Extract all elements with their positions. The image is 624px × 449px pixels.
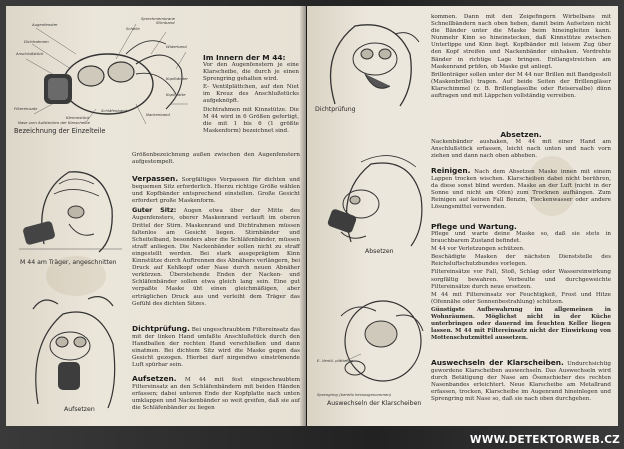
watermark: WWW.DETEKTORWEB.CZ xyxy=(469,434,620,446)
paragraph: Pflege und warte deine Maske so, daß sie stets in brauchbarem Zustand befindet. xyxy=(431,231,611,245)
lens-change-illustration xyxy=(321,286,433,398)
right-top-text xyxy=(431,14,611,101)
fig-caption-auswechseln: Auswechseln der Klarscheiben xyxy=(327,400,422,407)
putting-on-illustration xyxy=(18,284,126,412)
pflege-section xyxy=(431,222,611,343)
right-page xyxy=(307,6,618,426)
part-label: Stirnband xyxy=(156,20,175,25)
paragraph: kommen. Dann mit den Zeigefingern Wirbelbans mit Schnellbändern nach oben heben, damit beim Aufsetzen nicht die Bänder unter die Maske beim hineingleiten kann. Nunmehr Kinn so hineinstecken, daß Kinnstütze zwischen Unterlippe und Kinn liegt. Kopfbänder mit leisem Zug über den Kopf streifen und Nackenbänder einhaken. Verdrehte Bänder in richtige Lage bringen. Entlangstreichen am Maskenrand prüfen, ob Maske gut anliegt. xyxy=(431,14,611,70)
section-heading: Verpassen. xyxy=(132,174,179,183)
paragraph: Sorgfältiges Verpassen für dichten und bequemen Sitz erforderlich. Hierzu richtige Größe wählen und Kopfbänder entsprechend einstellen. Große Gesicht erfordert große Maskenform. xyxy=(132,177,300,205)
auswechseln-section xyxy=(431,358,611,405)
paragraph: Filtereinsätze vor Fall, Stoß, Schlag oder Wassereinwirkung sorgfältig bewahren. Verbeulte und durchgeweichte Filtereinsätze durch neue ersetzen. xyxy=(431,269,611,290)
paragraph: M 44 mit Filtereinsatz vor Feuchtigkeit, Frost und Hitze (Ofennähe oder Sonnenbestrahlung) schützen. xyxy=(431,291,611,305)
fig-caption-dichtpruefung: Dichtprüfung xyxy=(315,106,356,113)
taking-off-illustration xyxy=(321,142,433,250)
paragraph: Brillenträger sollen unter der M 44 nur Brillen mit Bandgestell (Maskenbrille) tragen. Auf beide Seiten der Brillengläser Klarschimmel (z. B. Brillenglasolbe oder Reisersalbe) dünn auftragen und mit Läppchen vollständig verreiben. xyxy=(431,71,611,100)
mask-wearer-illustration xyxy=(14,154,126,258)
fig-caption-wearer: M 44 am Träger, angeschnitten xyxy=(20,259,117,266)
seal-test-illustration xyxy=(315,14,427,110)
part-label: Augenfenster xyxy=(32,22,58,27)
section-heading: Aufsetzen. xyxy=(132,374,177,383)
fig-caption-aufsetzen: Aufsetzen xyxy=(64,406,95,413)
paragraph: Größenbezeichnung außen zwischen den Augenfenstern aufgestempelt. xyxy=(132,152,300,166)
reinigen-section xyxy=(431,166,611,213)
paragraph: Bei ungeschraubtem Filtereinsatz das mit der linken Hand umfaßte Anschlußstück durch den Handballen der rechten Hand verschließen und dann einatmen. Bei dichtem Sitz wird die Maske gegen das Gesicht gezogen. Hierbei darf nirgendwo einströmende Luft spürbar sein. xyxy=(132,327,300,369)
paragraph: Augen etwa über der Mitte des Augenfensters, oberer Maskenrand verlauft im oberen Drittel der Stirn. Maskenrand und Dichtrahmen müssen faltenlos am Gesicht liegen. Stirnbänder und Scheitelband, besonders aber die Schläfenbänder, müssen straff anliegen. Die Nackenbänder sollen nicht zu straff eingestellt werden. Bei stark ausgeprägtem Kinn Kinnstütze durch Auftrennen des Abnähers verlängern, bei Druck auf Kehlkopf oder Nase durch neuen Abnäher verkürzen. Überstehende Enden der Nacken- und Schläfenbänder sollen etwa gleich lang sein. Eine gut verpaßte Maske übt einen gleichmäßigen, aber erträglichen Druck aus und verleiht dem Träger das Gefühl des dichten Sitzes. xyxy=(132,208,301,307)
paragraph: Vor den Augenfenstern je eine Klarscheibe, die durch je einen Sprengring gehalten wird. xyxy=(203,62,299,83)
fig-caption-absetzen: Absetzen xyxy=(365,248,394,255)
paragraph: Nackenbänder aushaken, M 44 mit einer Hand am Anschlußstück erfassen, leicht nach unten und nach vorn ziehen und dann nach oben abheben. xyxy=(431,139,611,160)
section-heading: Pflege und Wartung. xyxy=(431,222,517,231)
part-label: Kopfbänder xyxy=(166,76,188,81)
part-label: Widerband xyxy=(166,44,187,49)
mask-parts-illustration xyxy=(16,14,201,134)
paragraph: Beschädigte Masken der nächsten Dienststelle des Reichsluftschutzbundes vorlegen. xyxy=(431,254,611,268)
part-label: Anschlußstück xyxy=(16,51,44,56)
dichtpruefung-section xyxy=(132,324,300,371)
paragraph: Günstigste Aufbewahrung im allgemeinen in Wohnräumen. Möglichst nicht in der Küche unterbringen oder dauernd im feuchten Keller liegen lassen. M 44 mit Filtereinsatz nicht der Einwirkung von Mottenschutzmittel aussetzen. xyxy=(431,306,611,342)
left-page xyxy=(6,6,306,426)
part-label: Schläfenband xyxy=(101,108,127,113)
paragraph: Undurchsichtig gewordene Klarscheiben auswechseln. Das Auswechseln wird durch Betätigung der Nase am Ösenschieber des rechten Nasenbandes erleichtert. Neue Klarscheibe am Metallrand erfassen, trocken, Klarscheibe im Augenrand hineinlegen und Sprengring mit Nase so, daß sie nach oben durchgehen. xyxy=(431,361,611,403)
fig-caption-parts: Bezeichnung der Einzelteile xyxy=(14,127,106,135)
part-label: Dichtrahmen xyxy=(24,39,49,44)
paragraph: M 44 mit fest eingeschraubtem Filtereinsatz an den Schläfenbändern mit beiden Händen erfassen; dabei unteren Ende der Kopfplatte nach unten umklappen und Nackenbänder so weit greifen, daß sie auf die Schläfenbänder zu liegen xyxy=(132,377,300,412)
part-label: Nackenband xyxy=(146,112,170,117)
part-label: Nase zum Aufstecken der Klarscheibe xyxy=(18,120,90,125)
section-heading: Absetzen. xyxy=(500,130,542,139)
section-heading: Auswechseln der Klarscheiben. xyxy=(431,358,564,367)
paragraph: Nach dem Absetzen Maske innen mit einem Lappen trocken wischen. Klarscheiben dabei nicht berühren, da diese sonst blind werden. Maske an der Luft (nicht in der Sonne und nicht am Ofen) zum Trocknen aufhängen. Zum Reinigen auf keinen Fall Benzin, Fleckenwasser oder andere Lösungsmittel verwenden. xyxy=(431,169,612,211)
size-note xyxy=(132,152,300,167)
part-label: Sprengring (bereits herausgenommen) xyxy=(317,392,392,397)
paragraph: E- Ventilplättchen, auf den Niet im Kreuz des Anschlußstücks aufgeknöpft. xyxy=(203,84,299,105)
part-label: Kopfplatte xyxy=(166,92,186,97)
section-heading: Dichtprüfung. xyxy=(132,324,190,333)
paragraph: M 44 vor Verletzungen schützen. xyxy=(431,246,525,253)
part-label: Sprechmembrane xyxy=(141,16,175,21)
aufsetzen-section xyxy=(132,374,300,413)
absetzen-section xyxy=(431,130,611,161)
inner-section xyxy=(203,53,299,136)
part-label: Klemmstück xyxy=(66,115,90,120)
paragraph: Dichtrahmen mit Kinnstütze. Die M 44 wird in 6 Größen gefertigt, die mit 1 bis 6 (1 größte Maskenform) bezeichnet sind. xyxy=(203,106,299,134)
part-label: Schelle xyxy=(126,26,140,31)
part-label: Filtereinsatz xyxy=(14,106,38,111)
verpassen-section xyxy=(132,174,300,309)
part-label: E- Ventil- plättchen xyxy=(317,358,354,363)
section-heading: Guter Sitz: xyxy=(132,206,177,215)
section-heading: Im Innern der M 44: xyxy=(203,53,286,62)
section-heading: Reinigen. xyxy=(431,166,471,175)
